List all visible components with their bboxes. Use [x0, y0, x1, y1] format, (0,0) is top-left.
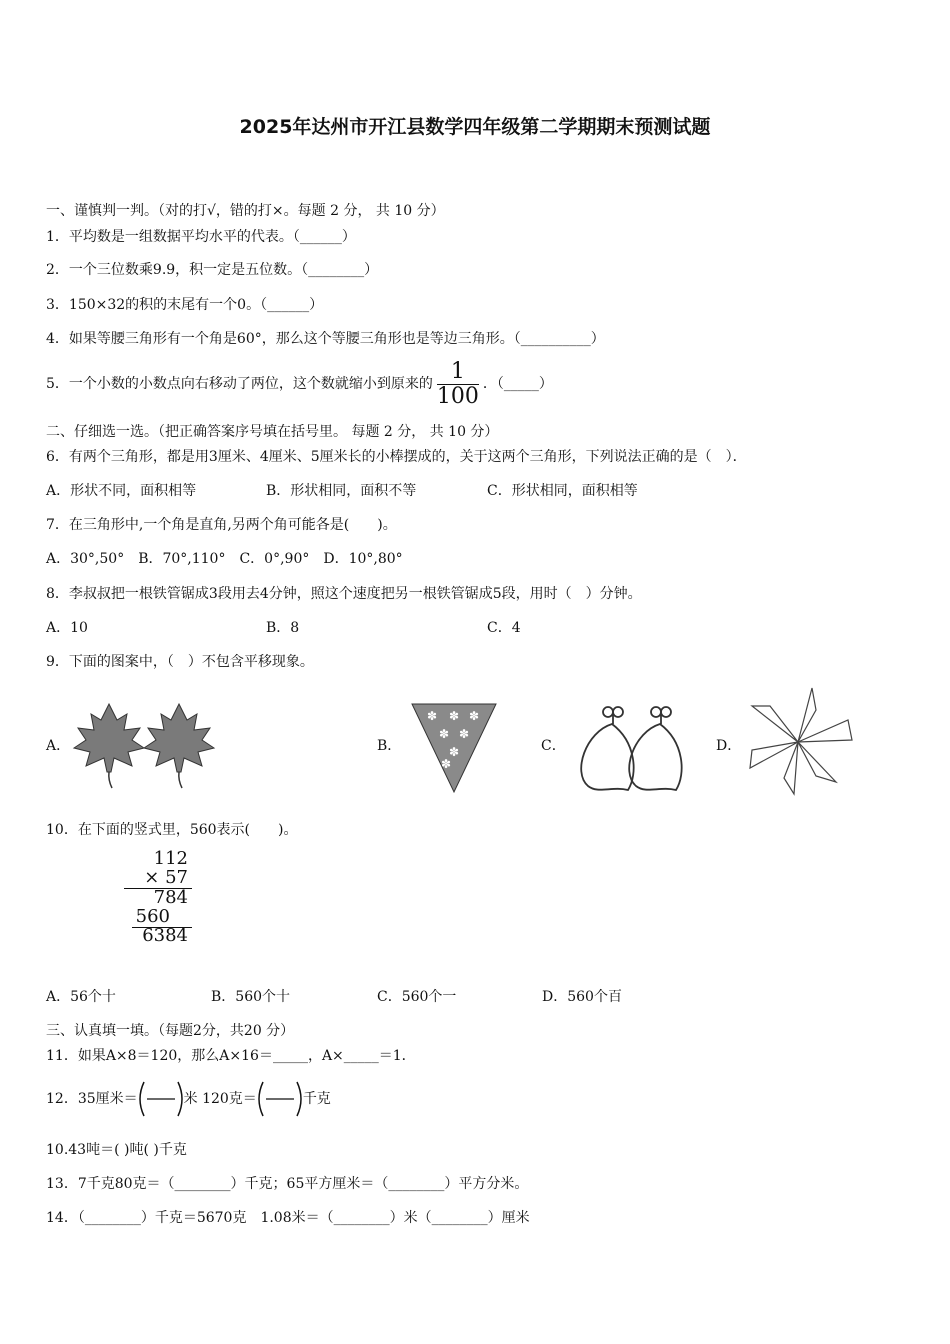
question-11: 11．如果A×8＝120，那么A×16＝_____，A×_____＝1．: [46, 1048, 416, 1064]
svg-text:✽: ✽: [468, 709, 480, 723]
svg-text:✽: ✽: [448, 709, 460, 723]
question-12-line-2: 10.43吨＝( )吨( )千克: [46, 1142, 187, 1158]
q10-option-b: B．560个十: [211, 989, 291, 1005]
q6-option-a: A．形状不同，面积相等: [46, 483, 197, 499]
q6-option-b: B．形状相同，面积不等: [266, 483, 417, 499]
question-7: 7．在三角形中,一个角是直角,另两个角可能各是( )。: [46, 517, 397, 533]
question-1: 1．平均数是一组数据平均水平的代表。（______）: [46, 229, 356, 245]
q12-part-c: 千克: [302, 1091, 331, 1107]
question-10: 10．在下面的竖式里，560表示( )。: [46, 822, 298, 838]
q9-option-d: D．: [716, 738, 742, 754]
question-9: 9．下面的图案中，（ ）不包含平移现象。: [46, 654, 314, 670]
question-8: 8．李叔叔把一根铁管锯成3段用去4分钟，照这个速度把另一根铁管锯成5段，用时（ ）分钟。: [46, 586, 642, 602]
section3-heading: 三、认真填一填。（每题2分，共20 分）: [46, 1023, 295, 1039]
svg-text:✽: ✽: [440, 757, 452, 771]
q12-part-b: 米 120克＝: [183, 1091, 257, 1107]
question-14: 14．（________）千克＝5670克 1.08米＝（________）米（________）厘米: [46, 1210, 530, 1226]
q8-option-c: C．4: [487, 620, 521, 636]
question-13: 13．7千克80克＝（________）千克；65平方厘米＝（________）平方分米。: [46, 1176, 529, 1192]
question-6: 6．有两个三角形，都是用3厘米、4厘米、5厘米长的小棒摆成的，关于这两个三角形，下列说法正确的是（ ）．: [46, 449, 747, 465]
q10-option-a: A．56个十: [46, 989, 116, 1005]
answer-blank-paren-2[interactable]: [257, 1080, 303, 1118]
question-3: 3．150×32的积的末尾有一个0。（______）: [46, 297, 324, 313]
calc-row-multiplier: × 57: [144, 867, 188, 888]
question-5-text: 5．一个小数的小数点向右移动了两位，这个数就缩小到原来的: [46, 376, 433, 392]
vertical-multiplication: [120, 848, 200, 948]
svg-text:✽: ✽: [448, 745, 460, 759]
maple-leaves-figure: [72, 700, 217, 792]
q9-option-b: B．: [377, 738, 402, 754]
q8-option-b: B．8: [266, 620, 300, 636]
page-title: 2025年达州市开江县数学四年级第二学期期末预测试题: [239, 116, 711, 138]
calc-row-product: 6384: [142, 925, 188, 946]
triangle-snowflake-figure: [410, 702, 498, 794]
question-5: [46, 356, 553, 412]
q10-option-c: C．560个一: [377, 989, 457, 1005]
fraction-one-hundredth: [437, 360, 479, 409]
question-12: [46, 1077, 331, 1121]
calc-row-multiplicand: 112: [153, 848, 188, 869]
svg-text:✽: ✽: [458, 727, 470, 741]
q10-option-d: D．560个百: [542, 989, 622, 1005]
calc-row-partial-1: 784: [153, 887, 188, 908]
answer-blank-paren-1[interactable]: [138, 1080, 184, 1118]
hearts-flowers-figure: [576, 702, 698, 794]
question-2: 2．一个三位数乘9.9，积一定是五位数。（________）: [46, 262, 379, 278]
q9-option-c: C．: [541, 738, 566, 754]
section1-heading: 一、谨慎判一判。（对的打√，错的打×。每题 2 分， 共 10 分）: [46, 203, 445, 219]
q6-option-c: C．形状相同，面积相等: [487, 483, 638, 499]
pinwheel-figure: [746, 684, 856, 796]
q9-option-a: A．: [46, 738, 71, 754]
q12-part-a: 12．35厘米＝: [46, 1091, 138, 1107]
question-5-answer: ．（_____）: [482, 376, 553, 392]
fraction-denominator: 100: [436, 383, 479, 409]
svg-text:✽: ✽: [426, 709, 438, 723]
q7-options: A．30°,50° B．70°,110° C．0°,90° D．10°,80°: [46, 551, 403, 567]
q8-option-a: A．10: [46, 620, 88, 636]
section2-heading: 二、仔细选一选。（把正确答案序号填在括号里。 每题 2 分， 共 10 分）: [46, 424, 499, 440]
fraction-numerator: 1: [437, 360, 479, 385]
question-4: 4．如果等腰三角形有一个角是60°，那么这个等腰三角形也是等边三角形。（__________）: [46, 331, 605, 347]
svg-text:✽: ✽: [438, 727, 450, 741]
calc-row-partial-2: 560: [135, 906, 170, 927]
